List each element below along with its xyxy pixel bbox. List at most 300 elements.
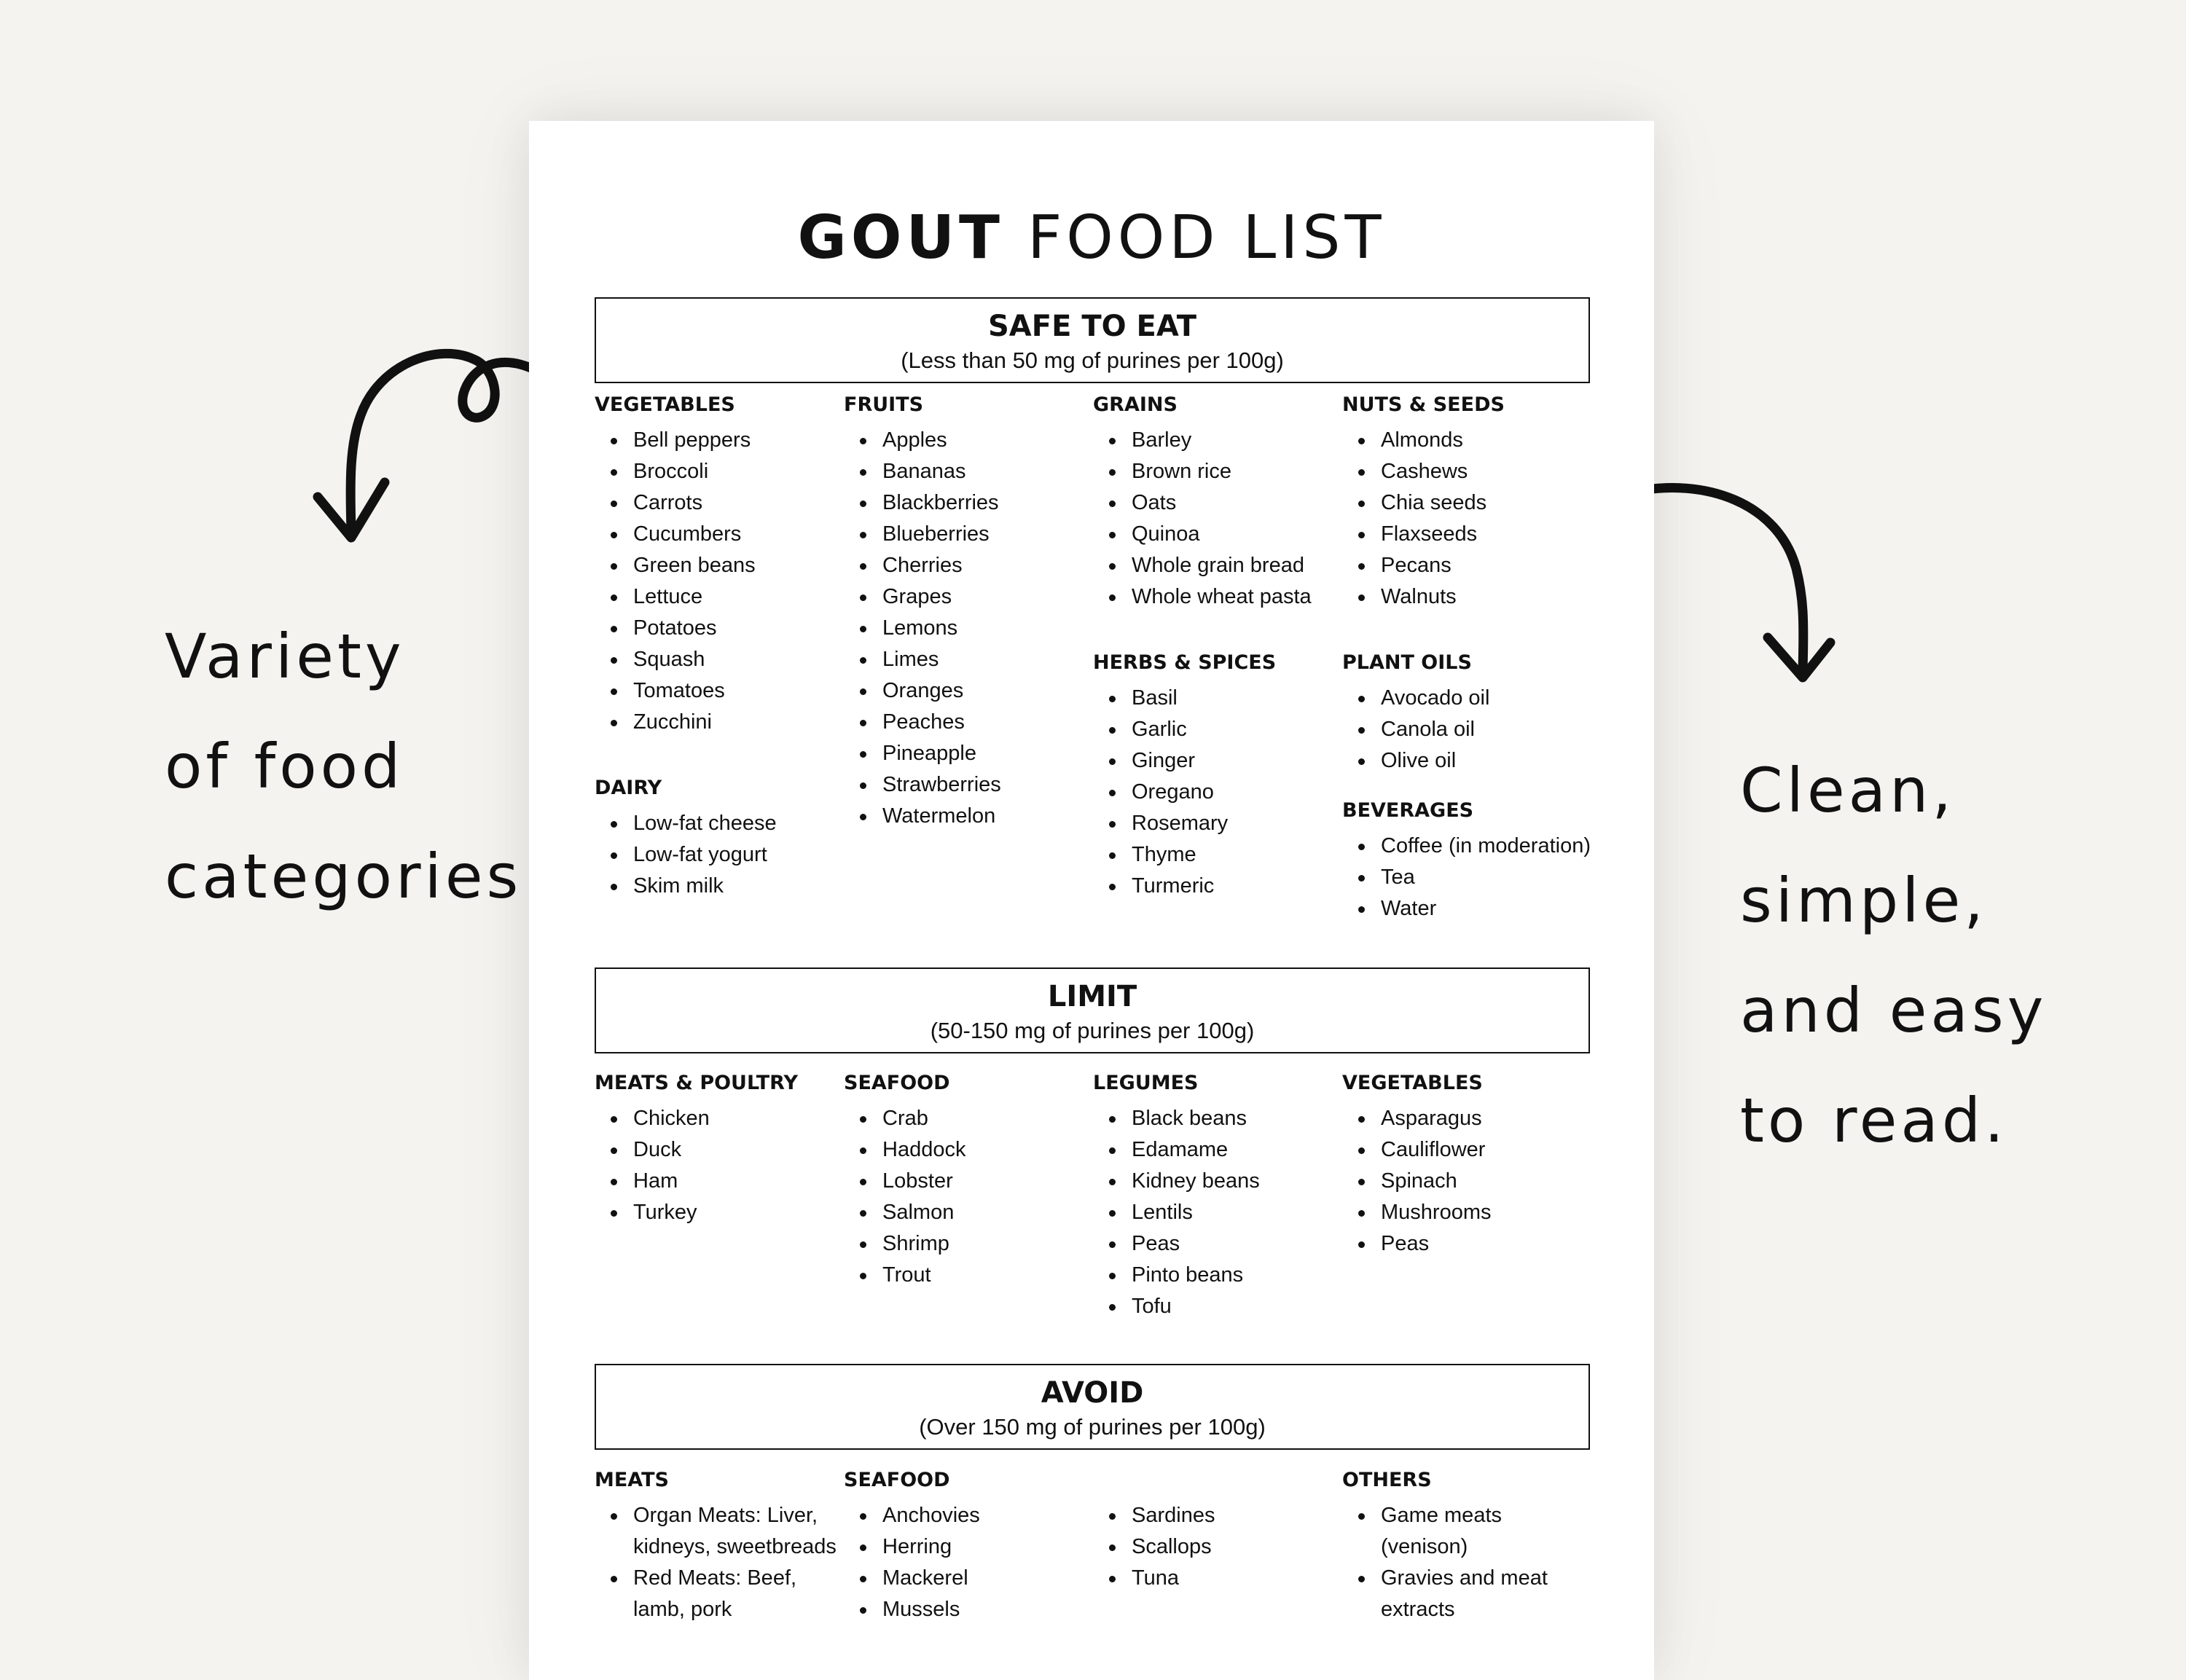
list-item — [844, 487, 1095, 519]
bullet-icon — [1109, 790, 1116, 796]
list-item-text: Bananas — [882, 460, 966, 483]
list-item — [595, 581, 846, 613]
list-item-text: Whole wheat pasta — [1132, 585, 1312, 608]
list-item — [844, 425, 1095, 456]
list-item-text: Lemons — [882, 616, 958, 640]
list-item — [1093, 456, 1344, 487]
list-item-text: Lentils — [1132, 1201, 1193, 1224]
list-item — [1342, 425, 1594, 456]
list-item-text: Turmeric — [1132, 874, 1215, 898]
list-item-text: Squash — [633, 648, 705, 671]
list-item — [844, 1531, 1095, 1563]
list-item-text: Olive oil — [1381, 749, 1457, 772]
list-item-text: Potatoes — [633, 616, 717, 640]
food-list-sheet — [529, 121, 1654, 1680]
bullet-icon — [611, 532, 617, 538]
item-list — [1342, 1500, 1594, 1625]
list-item-text: Bell peppers — [633, 428, 751, 452]
list-item — [595, 487, 846, 519]
bullet-icon — [1358, 1210, 1365, 1217]
list-item-text: Oranges — [882, 679, 964, 702]
list-item-text: Canola oil — [1381, 718, 1475, 741]
list-item — [1342, 714, 1594, 745]
bullet-icon — [860, 501, 866, 507]
item-list — [595, 425, 846, 738]
list-item — [1093, 683, 1344, 714]
item-list — [1093, 1103, 1344, 1322]
bullet-icon — [611, 501, 617, 507]
list-item — [1093, 1531, 1344, 1563]
bullet-icon — [1358, 844, 1365, 850]
list-item-text: Tuna — [1132, 1566, 1180, 1590]
bullet-icon — [860, 469, 866, 476]
list-item — [595, 1166, 846, 1197]
bullet-icon — [1109, 563, 1116, 570]
bullet-icon — [860, 782, 866, 789]
list-item — [1093, 1197, 1344, 1228]
bullet-icon — [1109, 1513, 1116, 1520]
bullet-icon — [1358, 696, 1365, 702]
safe-column-2 — [844, 393, 1095, 832]
item-list — [595, 1500, 846, 1625]
item-list — [595, 808, 846, 902]
list-item-text: Herring — [882, 1535, 952, 1558]
left-callout-line: of food — [165, 731, 404, 802]
list-item — [595, 839, 846, 871]
list-item-text: Ham — [633, 1169, 678, 1193]
bullet-icon — [1109, 1576, 1116, 1582]
list-item — [1342, 581, 1594, 613]
list-item-text: Grapes — [882, 585, 952, 608]
list-item — [595, 675, 846, 707]
list-item-text: Spinach — [1381, 1169, 1457, 1193]
bullet-icon — [860, 1273, 866, 1279]
item-list — [1093, 425, 1344, 613]
list-item-line: kidneys, sweetbreads — [633, 1535, 837, 1558]
bullet-icon — [860, 1241, 866, 1248]
bullet-icon — [860, 1210, 866, 1217]
list-item — [1093, 1563, 1344, 1594]
list-item — [595, 1500, 846, 1563]
bullet-icon — [860, 1576, 866, 1582]
item-list — [1093, 683, 1344, 902]
list-item-text: Cherries — [882, 554, 963, 577]
item-list — [844, 1103, 1095, 1291]
bullet-icon — [1109, 1147, 1116, 1154]
right-callout-line: to read. — [1740, 1085, 2007, 1156]
list-item-text: Quinoa — [1132, 522, 1200, 546]
list-item-text: Carrots — [633, 491, 703, 514]
bullet-icon — [1358, 469, 1365, 476]
list-item-text: Haddock — [882, 1138, 966, 1161]
section-header-avoid — [595, 1364, 1590, 1450]
right-callout-line: simple, — [1740, 865, 1987, 936]
limit-column-3 — [1093, 1071, 1344, 1322]
category-heading: PLANT OILS — [1342, 651, 1472, 674]
list-item — [844, 1103, 1095, 1134]
list-item-text: Barley — [1132, 428, 1192, 452]
list-item — [1093, 1291, 1344, 1322]
list-item — [595, 550, 846, 581]
list-item — [595, 519, 846, 550]
list-item-line: Red Meats: Beef, — [633, 1566, 797, 1590]
list-item-text: Broccoli — [633, 460, 709, 483]
list-item-text: Edamame — [1132, 1138, 1229, 1161]
list-item — [844, 1166, 1095, 1197]
left-callout-line: Variety — [165, 621, 405, 692]
list-item-text: Peas — [1132, 1232, 1180, 1255]
category-heading — [1093, 1468, 1344, 1493]
list-item — [844, 1134, 1095, 1166]
right-callout-line: Clean, — [1740, 755, 1956, 826]
list-item — [1093, 777, 1344, 808]
list-item — [595, 1563, 846, 1625]
list-item-text: Duck — [633, 1138, 682, 1161]
category-heading: LEGUMES — [1093, 1072, 1199, 1094]
bullet-icon — [860, 1607, 866, 1614]
list-item-text: Oats — [1132, 491, 1177, 514]
list-item — [844, 613, 1095, 644]
category-heading: VEGETABLES — [1342, 1072, 1483, 1094]
bullet-icon — [860, 626, 866, 632]
list-item — [1342, 893, 1594, 925]
list-item-text: Peaches — [882, 710, 965, 734]
bullet-icon — [611, 1210, 617, 1217]
bullet-icon — [611, 821, 617, 828]
list-item-text: Almonds — [1381, 428, 1463, 452]
list-item-text: Coffee (in moderation) — [1381, 834, 1591, 857]
list-item-text: Cauliflower — [1381, 1138, 1486, 1161]
bullet-icon — [611, 1513, 617, 1520]
list-item — [1342, 1228, 1594, 1260]
list-item — [1342, 1500, 1594, 1563]
list-item — [844, 675, 1095, 707]
title-bold: GOUT — [797, 203, 1004, 272]
list-item-text: Salmon — [882, 1201, 955, 1224]
list-item-line: lamb, pork — [633, 1598, 732, 1621]
bullet-icon — [1358, 532, 1365, 538]
list-item — [595, 1103, 846, 1134]
list-item-text: Pinto beans — [1132, 1263, 1244, 1287]
left-callout — [165, 602, 522, 932]
right-callout-line: and easy — [1740, 975, 2048, 1046]
list-item — [1342, 745, 1594, 777]
bullet-icon — [860, 532, 866, 538]
list-item — [1342, 1103, 1594, 1134]
list-item-text: Cucumbers — [633, 522, 742, 546]
bullet-icon — [1358, 1179, 1365, 1185]
list-item — [1093, 519, 1344, 550]
list-item-text: Low-fat cheese — [633, 812, 777, 835]
list-item — [1093, 1166, 1344, 1197]
category-heading: GRAINS — [1093, 393, 1178, 416]
bullet-icon — [1109, 1241, 1116, 1248]
list-item — [595, 707, 846, 738]
safe-column-4 — [1342, 393, 1594, 925]
list-item-text: Trout — [882, 1263, 931, 1287]
list-item-text: Flaxseeds — [1381, 522, 1478, 546]
list-item-text: Whole grain bread — [1132, 554, 1304, 577]
list-item-text: Mushrooms — [1381, 1201, 1492, 1224]
bullet-icon — [611, 688, 617, 695]
category-heading: MEATS — [595, 1469, 669, 1491]
category-heading: VEGETABLES — [595, 393, 735, 416]
list-item-text: Low-fat yogurt — [633, 843, 767, 866]
list-item — [1093, 871, 1344, 902]
bullet-icon — [860, 657, 866, 664]
list-item — [844, 456, 1095, 487]
bullet-icon — [1358, 758, 1365, 765]
section-header-limit — [595, 967, 1590, 1053]
bullet-icon — [860, 1147, 866, 1154]
bullet-icon — [860, 1179, 866, 1185]
bullet-icon — [1358, 875, 1365, 882]
list-item-line: extracts — [1381, 1598, 1455, 1621]
document-title — [529, 203, 1654, 272]
list-item-text: Pecans — [1381, 554, 1452, 577]
bullet-icon — [1358, 727, 1365, 734]
list-item-text: Pineapple — [882, 742, 976, 765]
bullet-icon — [860, 1544, 866, 1551]
list-item-text: Blueberries — [882, 522, 990, 546]
safe-column-1 — [595, 393, 846, 902]
left-callout-line: categories — [165, 841, 522, 912]
list-item-text: Lettuce — [633, 585, 703, 608]
list-item-text: Blackberries — [882, 491, 999, 514]
list-item — [1093, 425, 1344, 456]
list-item — [595, 613, 846, 644]
bullet-icon — [611, 563, 617, 570]
bullet-icon — [611, 438, 617, 444]
section-title: LIMIT — [1047, 980, 1137, 1013]
category-heading: NUTS & SEEDS — [1342, 393, 1505, 416]
list-item — [844, 581, 1095, 613]
list-item — [595, 1197, 846, 1228]
bullet-icon — [860, 438, 866, 444]
list-item-text: Avocado oil — [1381, 686, 1490, 710]
list-item-text: Watermelon — [882, 804, 996, 828]
item-list — [1342, 1103, 1594, 1260]
bullet-icon — [611, 469, 617, 476]
limit-column-2 — [844, 1071, 1095, 1291]
category-heading: HERBS & SPICES — [1093, 651, 1277, 674]
item-list — [1342, 683, 1594, 777]
list-item-text: Thyme — [1132, 843, 1196, 866]
section-title: AVOID — [1041, 1376, 1144, 1410]
list-item-text: Chia seeds — [1381, 491, 1487, 514]
list-item — [1342, 550, 1594, 581]
avoid-column-1 — [595, 1468, 846, 1625]
item-list — [1093, 1500, 1344, 1594]
list-item-text: Ginger — [1132, 749, 1196, 772]
list-item — [844, 738, 1095, 769]
list-item-text: Mackerel — [882, 1566, 968, 1590]
bullet-icon — [1109, 696, 1116, 702]
item-list — [844, 1500, 1095, 1625]
list-item — [844, 1228, 1095, 1260]
list-item — [1093, 1103, 1344, 1134]
list-item — [595, 808, 846, 839]
list-item — [595, 425, 846, 456]
bullet-icon — [611, 1147, 617, 1154]
bullet-icon — [1109, 469, 1116, 476]
list-item — [1093, 808, 1344, 839]
list-item — [1093, 1500, 1344, 1531]
bullet-icon — [860, 594, 866, 601]
list-item-line: Gravies and meat — [1381, 1566, 1548, 1590]
category-heading: FRUITS — [844, 393, 924, 416]
safe-column-3 — [1093, 393, 1344, 902]
list-item-text: Cashews — [1381, 460, 1468, 483]
list-item — [1342, 456, 1594, 487]
bullet-icon — [860, 751, 866, 758]
list-item-text: Water — [1381, 897, 1437, 920]
list-item — [844, 1563, 1095, 1594]
right-callout — [1740, 736, 2047, 1176]
section-header-safe — [595, 297, 1590, 383]
list-item-text: Garlic — [1132, 718, 1187, 741]
list-item-text: Scallops — [1132, 1535, 1212, 1558]
bullet-icon — [1109, 1304, 1116, 1311]
item-list — [595, 1103, 846, 1228]
list-item-text: Basil — [1132, 686, 1178, 710]
list-item-text: Skim milk — [633, 874, 724, 898]
list-item — [1093, 1134, 1344, 1166]
bullet-icon — [860, 1513, 866, 1520]
bullet-icon — [1109, 1273, 1116, 1279]
section-title: SAFE TO EAT — [987, 310, 1196, 343]
list-item — [844, 1260, 1095, 1291]
bullet-icon — [1358, 438, 1365, 444]
bullet-icon — [860, 563, 866, 570]
bullet-icon — [1109, 852, 1116, 859]
list-item — [844, 1197, 1095, 1228]
category-heading: DAIRY — [595, 777, 662, 799]
section-subtitle: (Less than 50 mg of purines per 100g) — [901, 348, 1284, 373]
list-item — [1342, 1197, 1594, 1228]
list-item — [1093, 581, 1344, 613]
list-item — [1093, 487, 1344, 519]
bullet-icon — [1358, 563, 1365, 570]
list-item-text: Walnuts — [1381, 585, 1457, 608]
list-item — [1342, 487, 1594, 519]
list-item-text: Strawberries — [882, 773, 1001, 796]
bullet-icon — [611, 1116, 617, 1123]
bullet-icon — [1358, 1116, 1365, 1123]
list-item — [1093, 1228, 1344, 1260]
list-item — [595, 871, 846, 902]
bullet-icon — [1358, 1576, 1365, 1582]
bullet-icon — [1358, 1147, 1365, 1154]
item-list — [1342, 425, 1594, 613]
bullet-icon — [1358, 1241, 1365, 1248]
list-item-text: Rosemary — [1132, 812, 1229, 835]
section-subtitle: (50-150 mg of purines per 100g) — [930, 1018, 1255, 1043]
bullet-icon — [1109, 821, 1116, 828]
list-item — [1342, 519, 1594, 550]
list-item-text: Tomatoes — [633, 679, 725, 702]
bullet-icon — [860, 720, 866, 726]
list-item-text: Green beans — [633, 554, 756, 577]
list-item — [1342, 1166, 1594, 1197]
bullet-icon — [1109, 594, 1116, 601]
item-list — [844, 425, 1095, 832]
bullet-icon — [1109, 1210, 1116, 1217]
list-item-line: Game meats — [1381, 1504, 1502, 1527]
limit-column-4 — [1342, 1071, 1594, 1260]
category-heading: OTHERS — [1342, 1469, 1432, 1491]
bullet-icon — [1109, 758, 1116, 765]
category-heading: SEAFOOD — [844, 1469, 950, 1491]
list-item — [844, 801, 1095, 832]
bullet-icon — [860, 814, 866, 820]
bullet-icon — [611, 626, 617, 632]
list-item — [844, 1594, 1095, 1625]
list-item — [1093, 1260, 1344, 1291]
list-item-text: Sardines — [1132, 1504, 1215, 1527]
bullet-icon — [611, 852, 617, 859]
list-item — [844, 769, 1095, 801]
list-item-text: Asparagus — [1381, 1107, 1482, 1130]
list-item-text: Apples — [882, 428, 947, 452]
list-item — [844, 550, 1095, 581]
list-item-text: Kidney beans — [1132, 1169, 1260, 1193]
list-item — [844, 644, 1095, 675]
list-item — [595, 1134, 846, 1166]
list-item-text: Brown rice — [1132, 460, 1231, 483]
bullet-icon — [1358, 906, 1365, 913]
list-item — [595, 456, 846, 487]
bullet-icon — [1109, 1179, 1116, 1185]
category-heading: MEATS & POULTRY — [595, 1072, 799, 1094]
list-item — [1093, 714, 1344, 745]
category-heading: BEVERAGES — [1342, 799, 1474, 822]
bullet-icon — [611, 1179, 617, 1185]
section-subtitle: (Over 150 mg of purines per 100g) — [919, 1414, 1266, 1440]
list-item-text: Tea — [1381, 865, 1415, 889]
bullet-icon — [611, 884, 617, 890]
list-item — [1342, 1134, 1594, 1166]
bullet-icon — [1109, 532, 1116, 538]
bullet-icon — [1109, 501, 1116, 507]
list-item — [844, 707, 1095, 738]
avoid-column-4 — [1342, 1468, 1594, 1625]
bullet-icon — [1109, 727, 1116, 734]
list-item-text: Shrimp — [882, 1232, 949, 1255]
list-item — [1093, 550, 1344, 581]
limit-column-1 — [595, 1071, 846, 1228]
list-item — [1093, 839, 1344, 871]
list-item — [844, 1500, 1095, 1531]
bullet-icon — [1358, 1513, 1365, 1520]
list-item — [1342, 831, 1594, 862]
bullet-icon — [1109, 1116, 1116, 1123]
list-item-line: (venison) — [1381, 1535, 1468, 1558]
bullet-icon — [860, 688, 866, 695]
list-item-text: Lobster — [882, 1169, 953, 1193]
list-item — [844, 519, 1095, 550]
list-item-text: Chicken — [633, 1107, 710, 1130]
list-item — [1342, 1563, 1594, 1625]
curved-arrow-right-icon — [1625, 474, 1844, 692]
bullet-icon — [1109, 438, 1116, 444]
avoid-column-2 — [844, 1468, 1095, 1625]
bullet-icon — [860, 1116, 866, 1123]
item-list — [1342, 831, 1594, 925]
list-item-text: Zucchini — [633, 710, 712, 734]
bullet-icon — [611, 1576, 617, 1582]
list-item — [1342, 862, 1594, 893]
